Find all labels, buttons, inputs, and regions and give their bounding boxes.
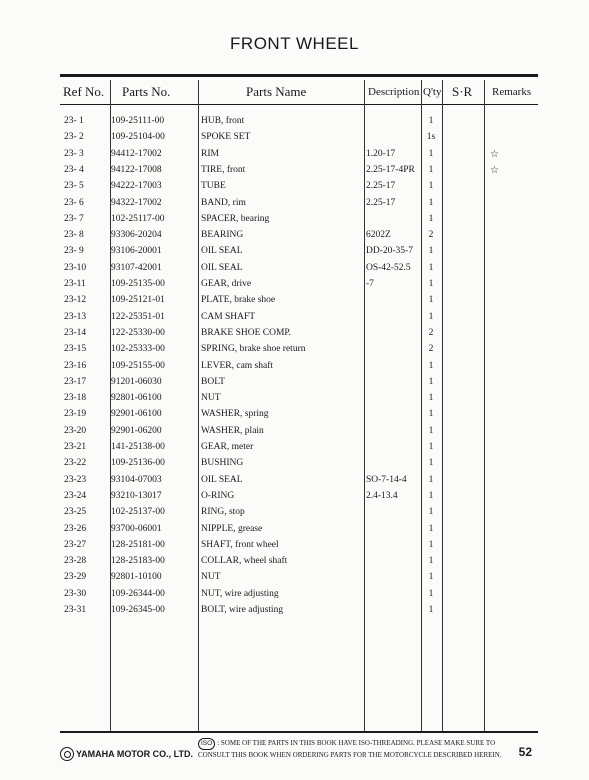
parts-no-cell: 109-25121-01 — [111, 295, 165, 306]
ref-cell: 23-15 — [64, 344, 87, 355]
description-cell: 6202Z — [366, 230, 391, 241]
parts-no-cell: 122-25330-00 — [111, 327, 165, 338]
parts-name-cell: GEAR, drive — [201, 279, 252, 289]
qty-cell: 2 — [428, 327, 434, 338]
qty-cell: 1 — [428, 279, 434, 289]
qty-cell: 1 — [428, 213, 434, 224]
table-row — [60, 540, 538, 556]
table-row — [60, 572, 538, 588]
qty-cell: 1s — [426, 132, 436, 143]
ref-cell: 23-13 — [64, 311, 87, 322]
table-row — [60, 295, 538, 311]
page-number: 52 — [518, 745, 532, 759]
table-row — [60, 507, 538, 523]
qty-cell: 1 — [428, 360, 434, 371]
parts-no-cell: 102-25117-00 — [111, 213, 165, 224]
qty-cell: 1 — [428, 164, 434, 175]
iso-notice-line2: CONSULT THIS BOOK WHEN ORDERING PARTS FOR THE MOTORCYCLE DESCRIBED HEREIN. — [198, 751, 502, 759]
qty-cell: 2 — [428, 344, 434, 355]
parts-no-cell: 93107-42001 — [111, 262, 162, 273]
ref-cell: 23-10 — [64, 262, 87, 273]
header-parts-no: Parts No. — [122, 84, 171, 99]
parts-name-cell: OIL SEAL — [201, 474, 243, 485]
parts-name-cell: SHAFT, front wheel — [201, 539, 279, 550]
table-row — [60, 181, 538, 197]
parts-name-cell: BRAKE SHOE COMP. — [201, 327, 292, 338]
parts-name-cell: BEARING — [201, 230, 244, 241]
qty-cell: 1 — [428, 311, 434, 322]
ref-cell: 23- 4 — [64, 164, 84, 175]
parts-no-cell: 109-25155-00 — [111, 360, 165, 371]
parts-name-cell: SPRING, brake shoe return — [201, 344, 306, 355]
table-row — [60, 426, 538, 442]
parts-name-cell: BOLT, wire adjusting — [201, 605, 284, 615]
parts-no-cell: 93210-13017 — [111, 490, 162, 501]
qty-cell: 1 — [428, 507, 434, 518]
ref-cell: 23-19 — [64, 409, 87, 420]
ref-cell: 23-30 — [64, 588, 87, 599]
ref-cell: 23-12 — [64, 295, 87, 306]
qty-cell: 1 — [428, 181, 434, 192]
qty-cell: 1 — [428, 442, 434, 452]
qty-cell: 1 — [428, 262, 434, 273]
qty-cell: 1 — [428, 474, 434, 485]
qty-cell: 1 — [428, 523, 434, 534]
parts-name-cell: HUB, front — [201, 116, 245, 126]
parts-no-cell: 109-25104-00 — [111, 132, 165, 143]
table-row — [60, 312, 538, 328]
ref-cell: 23-11 — [64, 279, 86, 289]
remarks-cell: ☆ — [490, 164, 499, 176]
qty-cell: 1 — [428, 425, 434, 436]
table-row — [60, 246, 538, 262]
parts-no-cell: 94412-17002 — [111, 148, 162, 159]
parts-name-cell: GEAR, meter — [201, 442, 254, 452]
table-row — [60, 458, 538, 474]
yamaha-logo — [60, 747, 193, 761]
ref-cell: 23-21 — [64, 442, 87, 452]
header-remarks: Remarks — [492, 86, 532, 98]
ref-cell: 23- 8 — [64, 230, 84, 241]
qty-cell: 1 — [428, 148, 434, 159]
table-row — [60, 605, 538, 621]
parts-name-cell: WASHER, spring — [201, 409, 269, 420]
ref-cell: 23- 3 — [64, 148, 84, 159]
parts-no-cell: 109-25135-00 — [111, 279, 165, 289]
qty-cell: 1 — [428, 539, 434, 550]
description-cell: 2.25-17-4PR — [366, 164, 415, 175]
parts-no-cell: 128-25183-00 — [111, 556, 165, 567]
table-row — [60, 132, 538, 148]
parts-name-cell: CAM SHAFT — [201, 311, 256, 322]
qty-cell: 1 — [428, 588, 434, 599]
table-row — [60, 442, 538, 458]
table-row — [60, 589, 538, 605]
description-cell: OS-42-52.5 — [366, 262, 411, 273]
iso-notice — [198, 738, 502, 760]
qty-cell: 1 — [428, 556, 434, 567]
qty-cell: 1 — [428, 605, 434, 615]
parts-name-cell: BUSHING — [201, 458, 244, 469]
page-title: FRONT WHEEL — [230, 34, 359, 53]
ref-cell: 23-25 — [64, 507, 87, 518]
bottom-rule — [60, 731, 538, 733]
top-rule — [60, 74, 538, 77]
ref-cell: 23-24 — [64, 490, 87, 501]
qty-cell: 1 — [428, 116, 434, 126]
table-row — [60, 393, 538, 409]
parts-name-cell: RING, stop — [201, 507, 245, 518]
header-rule — [60, 104, 538, 105]
ref-cell: 23- 9 — [64, 246, 84, 257]
ref-cell: 23-16 — [64, 360, 87, 371]
ref-cell: 23-27 — [64, 539, 87, 550]
parts-no-cell: 93700-06001 — [111, 523, 162, 534]
ref-cell: 23-31 — [64, 605, 87, 615]
ref-cell: 23-22 — [64, 458, 87, 469]
ref-cell: 23- 7 — [64, 213, 84, 224]
ref-cell: 23-29 — [64, 572, 87, 583]
table-row — [60, 149, 538, 165]
header-parts-name: Parts Name — [246, 84, 307, 99]
iso-notice-line1: : SOME OF THE PARTS IN THIS BOOK HAVE ISO-THREADING. PLEASE MAKE SURE TO — [217, 739, 496, 747]
parts-name-cell: LEVER, cam shaft — [201, 360, 274, 371]
ref-cell: 23-18 — [64, 393, 87, 404]
table-row — [60, 214, 538, 230]
description-cell: 2.25-17 — [366, 181, 396, 192]
table-row — [60, 475, 538, 491]
table-row — [60, 556, 538, 572]
table-row — [60, 361, 538, 377]
company-name: YAMAHA MOTOR CO., LTD. — [76, 749, 193, 759]
qty-cell: 1 — [428, 572, 434, 583]
parts-name-cell: BOLT — [201, 376, 225, 387]
qty-cell: 1 — [428, 458, 434, 469]
ref-cell: 23-20 — [64, 425, 87, 436]
parts-no-cell: 93306-20204 — [111, 230, 162, 241]
header-qty: Q'ty — [423, 86, 442, 98]
qty-cell: 1 — [428, 246, 434, 257]
ref-cell: 23- 2 — [64, 132, 84, 143]
table-row — [60, 230, 538, 246]
parts-no-cell: 141-25138-00 — [111, 442, 165, 452]
parts-no-cell: 94122-17008 — [111, 164, 162, 175]
description-cell: 1.20-17 — [366, 148, 396, 159]
table-row — [60, 491, 538, 507]
parts-no-cell: 92901-06200 — [111, 425, 162, 436]
parts-name-cell: SPOKE SET — [201, 132, 251, 143]
parts-no-cell: 109-25136-00 — [111, 458, 165, 469]
parts-no-cell: 93104-07003 — [111, 474, 162, 485]
table-row — [60, 116, 538, 132]
parts-no-cell: 94322-17002 — [111, 197, 162, 208]
qty-cell: 1 — [428, 295, 434, 306]
header-ref: Ref No. — [63, 84, 105, 99]
description-cell: SO-7-14-4 — [366, 474, 407, 485]
ref-cell: 23-26 — [64, 523, 87, 534]
table-row — [60, 409, 538, 425]
parts-name-cell: COLLAR, wheel shaft — [201, 556, 288, 567]
header-sr: S·R — [452, 84, 473, 99]
table-row — [60, 165, 538, 181]
parts-name-cell: BAND, rim — [201, 197, 246, 208]
qty-cell: 1 — [428, 490, 434, 501]
parts-no-cell: 94222-17003 — [111, 181, 162, 192]
qty-cell: 1 — [428, 376, 434, 387]
parts-no-cell: 128-25181-00 — [111, 539, 165, 550]
parts-no-cell: 92801-06100 — [111, 393, 162, 404]
qty-cell: 2 — [428, 230, 434, 241]
qty-cell: 1 — [428, 409, 434, 420]
parts-name-cell: OIL SEAL — [201, 262, 243, 273]
parts-name-cell: TUBE — [201, 181, 226, 192]
parts-name-cell: NIPPLE, grease — [201, 523, 263, 534]
parts-name-cell: RIM — [201, 148, 219, 159]
table-row — [60, 344, 538, 360]
description-cell: DD-20-35-7 — [366, 246, 413, 257]
parts-no-cell: 91201-06030 — [111, 376, 162, 387]
parts-no-cell: 93106-20001 — [111, 246, 162, 257]
description-cell: -7 — [366, 279, 374, 289]
remarks-cell: ☆ — [490, 148, 499, 160]
parts-no-cell: 109-26345-00 — [111, 605, 165, 615]
description-cell: 2.4-13.4 — [366, 490, 398, 501]
ref-cell: 23- 1 — [64, 116, 84, 126]
parts-name-cell: SPACER, bearing — [201, 213, 270, 224]
parts-name-cell: OIL SEAL — [201, 246, 243, 257]
parts-no-cell: 109-26344-00 — [111, 588, 165, 599]
tuning-fork-emblem-icon — [60, 747, 74, 761]
ref-cell: 23- 5 — [64, 181, 84, 192]
parts-name-cell: NUT, wire adjusting — [201, 588, 279, 599]
header-description: Description — [368, 86, 420, 98]
ref-cell: 23-17 — [64, 376, 87, 387]
table-row — [60, 198, 538, 214]
parts-no-cell: 102-25333-00 — [111, 344, 165, 355]
parts-name-cell: O-RING — [201, 490, 235, 501]
table-row — [60, 328, 538, 344]
ref-cell: 23- 6 — [64, 197, 84, 208]
parts-no-cell: 92901-06100 — [111, 409, 162, 420]
table-row — [60, 263, 538, 279]
ref-cell: 23-23 — [64, 474, 87, 485]
parts-name-cell: TIRE, front — [201, 164, 246, 175]
iso-badge: ISO — [198, 738, 215, 750]
ref-cell: 23-14 — [64, 327, 87, 338]
description-cell: 2.25-17 — [366, 197, 396, 208]
table-row — [60, 524, 538, 540]
qty-cell: 1 — [428, 393, 434, 404]
table-row — [60, 279, 538, 295]
qty-cell: 1 — [428, 197, 434, 208]
ref-cell: 23-28 — [64, 556, 87, 567]
parts-no-cell: 122-25351-01 — [111, 311, 165, 322]
table-row — [60, 377, 538, 393]
parts-no-cell: 109-25111-00 — [111, 116, 165, 126]
parts-name-cell: PLATE, brake shoe — [201, 295, 276, 306]
parts-no-cell: 92801-10100 — [111, 572, 162, 583]
parts-name-cell: NUT — [201, 572, 221, 583]
parts-no-cell: 102-25137-00 — [111, 507, 165, 518]
parts-name-cell: NUT — [201, 393, 221, 404]
parts-name-cell: WASHER, plain — [201, 425, 264, 436]
